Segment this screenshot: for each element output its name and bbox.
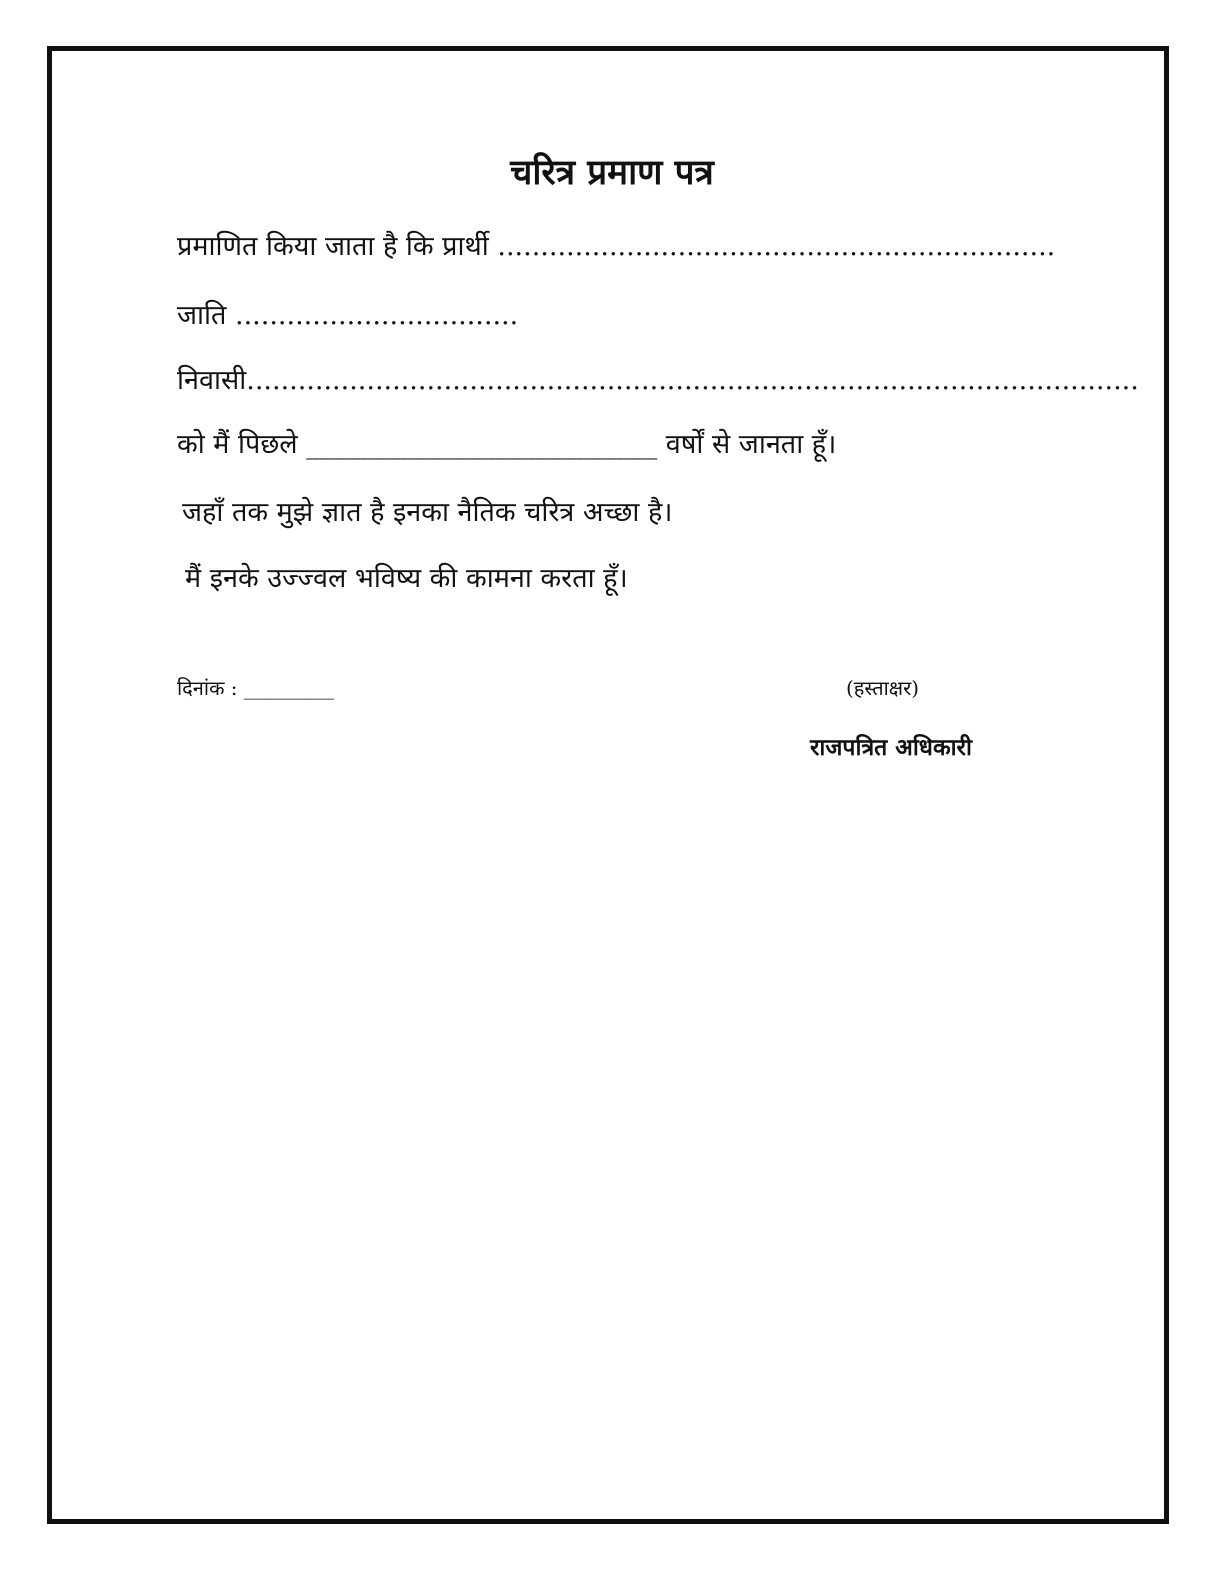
applicant-name-blank[interactable]: ................................................................. [497,231,1056,262]
residence-line-text: निवासी [177,365,247,396]
date-line [177,674,334,701]
gazetted-officer-label: राजपत्रित अधिकारी [810,734,972,761]
caste-blank[interactable]: ................................. [235,300,519,331]
applicant-line-text: प्रमाणित किया जाता है कि प्रार्थी [177,231,498,262]
caste-line [177,295,518,332]
residence-line [177,360,1139,397]
date-label: दिनांक : [177,676,244,700]
applicant-line [177,226,1055,263]
moral-character-statement: जहाँ तक मुझे ज्ञात है इनका नैतिक चरित्र अच्छा है। [182,497,673,528]
years-known-line [177,424,836,461]
years-blank[interactable]: __________________________ [306,429,658,460]
date-blank[interactable]: _________ [243,676,334,700]
years-known-text-before: को मैं पिछले [177,429,307,460]
residence-blank[interactable]: ........................................................................................................ [246,365,1139,396]
future-wishes-statement: मैं इनके उज्ज्वल भविष्य की कामना करता हूँ। [185,563,628,594]
page-border [47,46,1169,1524]
caste-line-text: जाति [177,300,235,331]
signature-label: (हस्ताक्षर) [846,676,920,700]
certificate-title: चरित्र प्रमाण पत्र [510,152,714,193]
years-known-text-after: वर्षों से जानता हूँ। [657,429,837,460]
